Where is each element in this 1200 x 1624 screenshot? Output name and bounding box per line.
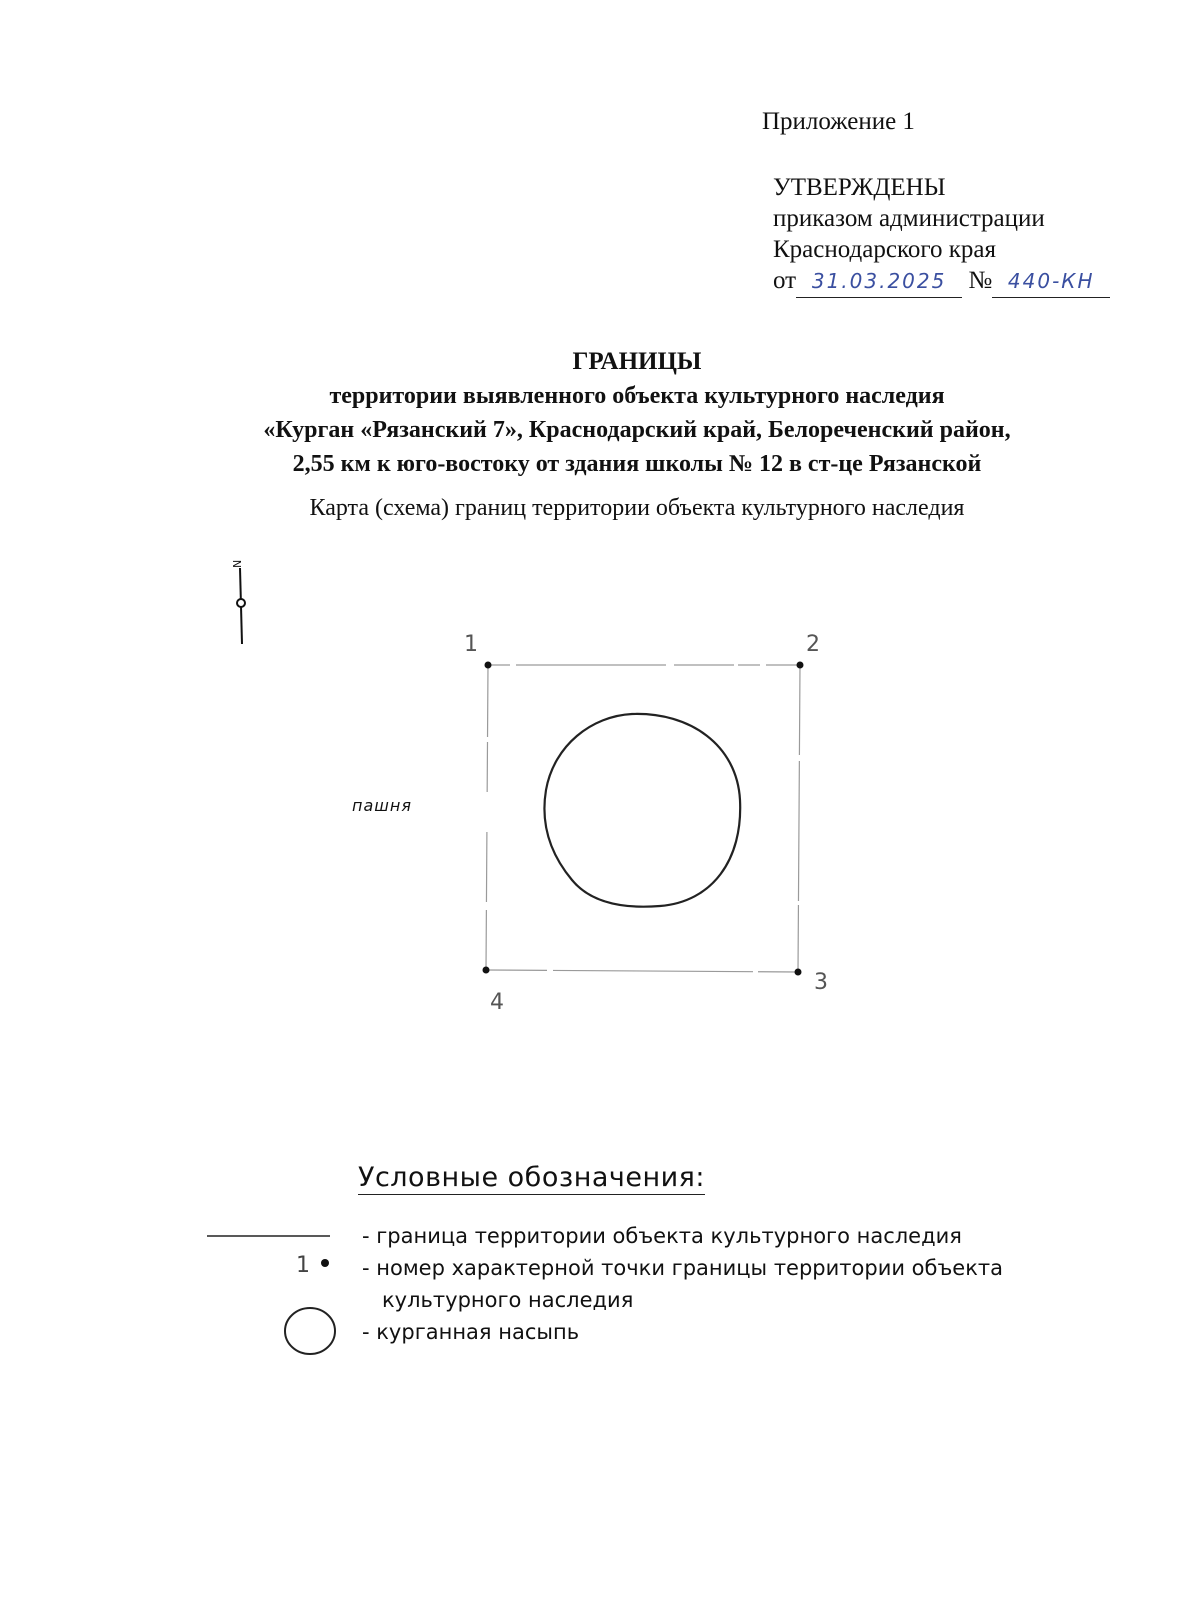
territory-boundary	[486, 665, 800, 972]
boundary-point-4	[483, 967, 490, 974]
boundary-point-3	[795, 969, 802, 976]
title-main: ГРАНИЦЫ	[572, 348, 702, 375]
map-subtitle: Карта (схема) границ территории объекта культурного наследия	[309, 495, 965, 521]
legend-mound-sample	[285, 1308, 335, 1354]
point-label-1: 1	[464, 632, 478, 657]
date-prefix: от	[773, 267, 797, 294]
land-use-label: пашня	[352, 796, 412, 815]
legend-point-sample	[321, 1259, 329, 1267]
approval-line-2: Краснодарского края	[773, 236, 996, 263]
north-arrow-icon	[231, 560, 245, 644]
point-label-4: 4	[490, 990, 504, 1015]
legend-item-boundary: - граница территории объекта культурного наследия	[362, 1224, 962, 1248]
number-prefix: №	[968, 267, 993, 294]
legend-item-mound: - курганная насыпь	[362, 1320, 580, 1344]
title-line-2: «Курган «Рязанский 7», Краснодарский край, Белореченский район,	[263, 417, 1011, 443]
title-line-3: 2,55 км к юго-востоку от здания школы № 12 в ст-це Рязанской	[292, 451, 982, 477]
burial-mound-outline	[544, 714, 740, 907]
legend-title: Условные обозначения:	[358, 1162, 705, 1193]
point-label-3: 3	[814, 970, 828, 995]
title-line-1: территории выявленного объекта культурного наследия	[329, 383, 945, 409]
approval-title: УТВЕРЖДЕНЫ	[773, 174, 946, 201]
north-label: N	[231, 559, 244, 568]
appendix-label: Приложение 1	[762, 108, 915, 135]
legend-item-point-cont: культурного наследия	[382, 1288, 634, 1312]
legend-item-point: - номер характерной точки границы территории объекта	[362, 1256, 1004, 1280]
number-value: 440-КН	[992, 266, 1110, 298]
point-label-2: 2	[806, 632, 820, 657]
boundary-point-2	[797, 662, 804, 669]
date-value: 31.03.2025	[796, 266, 962, 298]
legend-point-number: 1	[296, 1253, 310, 1278]
approval-line-1: приказом администрации	[773, 205, 1045, 232]
boundary-point-1	[485, 662, 492, 669]
